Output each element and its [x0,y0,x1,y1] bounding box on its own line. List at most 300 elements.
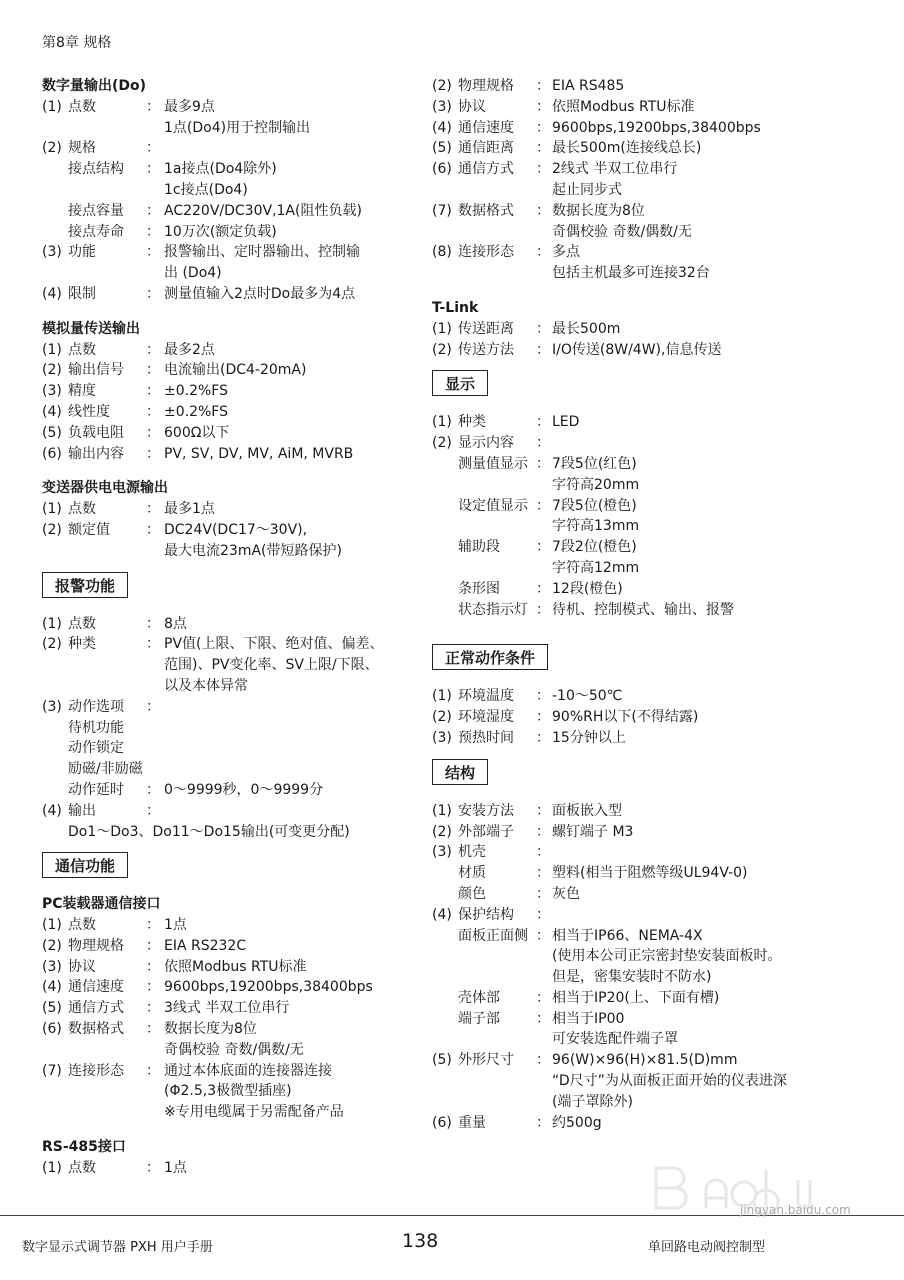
item-number: (5) [432,140,452,157]
boxed-title-text: 报警功能 [42,572,128,598]
item-value: 7段2位(橙色) [552,539,637,556]
item-number: (2) [432,78,452,94]
item-number: (6) [42,1021,62,1038]
colon: ： [536,98,550,115]
spec-subitem [42,718,412,739]
spec-subitem [42,159,412,180]
item-label: 物理规格 [68,937,124,954]
colon: ： [146,362,160,379]
item-label: 通信速度 [68,979,124,996]
colon: ： [536,161,550,178]
item-value: 12段(橙色) [552,580,623,597]
spacer [42,1123,412,1137]
colon: ： [146,521,160,538]
colon: ： [536,802,550,819]
item-number: (1) [42,917,62,934]
colon: ： [146,140,160,157]
spec-subitem [42,201,412,222]
spec-item [42,520,412,541]
item-label: 负载电阻 [68,424,124,441]
item-number: (2) [432,823,452,840]
spec-continuation [432,222,872,243]
colon: ： [536,688,550,705]
item-value: LED [552,414,580,431]
item-number: (1) [432,320,452,337]
spec-continuation [42,1081,412,1102]
spec-subitem [432,988,872,1009]
item-number: (4) [42,403,62,420]
item-label: 点数 [68,615,96,632]
item-number: (1) [42,98,62,115]
spec-item [42,242,412,263]
item-label: 通信方式 [458,161,514,178]
item-value: DC24V(DC17～30V), [164,521,308,538]
boxed-section-title [432,644,872,672]
boxed-section-title [42,852,412,880]
spec-subitem [432,600,872,621]
spec-subitem [432,1009,872,1030]
spacer [432,360,872,368]
spacer [42,842,412,850]
item-label: 连接形态 [68,1062,124,1079]
spec-continuation [432,558,872,579]
item-value: 灰色 [552,885,580,902]
continuation-value: 但是，密集安装时不防水) [552,969,712,986]
spec-continuation [42,118,412,139]
colon: ： [146,802,160,819]
item-value: 相当于IP20(上、下面有槽) [552,989,720,1006]
subitem-label: 励磁/非励磁 [68,761,143,778]
spec-item [42,360,412,381]
colon: ： [536,580,550,597]
spec-item [432,822,872,843]
boxed-title-text: 通信功能 [42,852,128,878]
continuation-value: 出 (Do4) [164,265,222,282]
item-label: 保护结构 [458,906,514,923]
spec-item [432,707,872,728]
left-column [42,76,412,1179]
spec-item [42,340,412,361]
item-label: 点数 [68,917,96,934]
spec-item [42,614,412,635]
colon: ： [536,865,550,882]
spec-item [432,433,872,454]
item-label: 通信距离 [458,140,514,157]
continuation-value: (使用本公司正宗密封垫安装面板时。 [552,948,782,965]
item-number: (6) [42,445,62,462]
item-number: (7) [432,202,452,219]
boxed-section-title [432,759,872,787]
boxed-section-title [432,370,872,398]
item-value: 0～9999秒，0～9999分 [164,781,324,798]
colon: ： [536,823,550,840]
item-label: 输出内容 [68,445,124,462]
item-value: 报警输出、定时器输出、控制输 [164,244,360,261]
subitem-label: 辅助段 [458,539,500,556]
item-number: (2) [42,937,62,954]
continuation-value: 以及本体异常 [164,677,248,694]
spec-item [432,138,872,159]
item-value: 待机、控制模式、输出、报警 [552,601,734,618]
colon: ： [536,497,550,514]
item-value: 数据长度为8位 [552,202,645,219]
item-value: 约500g [552,1114,602,1131]
subitem-label: 端子部 [458,1010,500,1027]
subitem-label: 材质 [458,865,486,882]
item-label: 环境湿度 [458,709,514,726]
colon: ： [536,885,550,902]
item-label: 输出 [68,802,96,819]
spec-continuation [432,1071,872,1092]
item-label: 种类 [458,414,486,431]
boxed-section-title [42,572,412,600]
continuation-value: (Φ2.5,3极微型插座) [164,1083,292,1100]
colon: ： [146,202,160,219]
spec-item [42,444,412,465]
item-label: 输出信号 [68,362,124,379]
spacer [432,620,872,634]
item-number: (1) [432,414,452,431]
item-value: 依照Modbus RTU标准 [164,958,307,975]
subitem-label: 颜色 [458,885,486,902]
item-value: 3线式 半双工位串行 [164,1000,290,1017]
spec-item [42,634,412,655]
item-number: (1) [432,688,452,705]
item-value: PV, SV, DV, MV, AiM, MVRB [164,445,354,462]
item-label: 协议 [68,958,96,975]
spec-item [432,1113,872,1134]
spec-item [432,1050,872,1071]
colon: ： [536,729,550,746]
continuation-value: 起止同步式 [552,181,622,198]
spec-continuation [42,1102,412,1123]
item-value: 最长500m [552,320,621,337]
spec-item [42,957,412,978]
item-label: 通信速度 [458,119,514,136]
colon: ： [536,341,550,358]
item-label: 点数 [68,341,96,358]
item-label: 点数 [68,501,96,518]
item-value: 7段5位(红色) [552,455,637,472]
item-label: 显示内容 [458,435,514,452]
item-label: 机壳 [458,844,486,861]
item-label: 点数 [68,1159,96,1176]
subitem-label: 接点结构 [68,161,124,178]
item-number: (2) [42,636,62,653]
item-number: (2) [432,435,452,452]
spec-item [432,801,872,822]
item-value: 8点 [164,615,187,632]
section-heading: 变送器供电电源输出 [42,480,168,497]
colon: ： [536,906,550,923]
spacer [42,464,412,478]
section-heading: RS-485接口 [42,1139,126,1156]
item-label: 协议 [458,98,486,115]
item-number: (4) [42,285,62,302]
spec-continuation [432,263,872,284]
item-number: (5) [42,1000,62,1017]
item-value: 最长500m(连接线总长) [552,140,702,157]
item-number: (2) [432,709,452,726]
spec-subitem [432,863,872,884]
spec-subitem [432,884,872,905]
item-label: 额定值 [68,521,110,538]
continuation-value: 可安装选配件端子罩 [552,1031,678,1048]
watermark-url: jingyan.baidu.com [740,1203,851,1217]
colon: ： [536,455,550,472]
colon: ： [536,78,550,94]
spec-item [42,499,412,520]
spec-item [42,1158,412,1179]
colon: ： [146,161,160,178]
spec-continuation [432,1029,872,1050]
spec-item [42,402,412,423]
colon: ： [536,435,550,452]
colon: ： [536,119,550,136]
spec-item [42,138,412,159]
spec-item [42,423,412,444]
continuation-value: 1c接点(Do4) [164,181,248,198]
footer-manual-title: 数字显示式调节器 PXH 用户手册 [22,1240,213,1255]
spec-item [432,76,872,97]
spec-continuation [42,676,412,697]
item-number: (1) [42,615,62,632]
item-value: 电流输出(DC4-20mA) [164,362,307,379]
item-value: 依照Modbus RTU标准 [552,98,695,115]
spec-item [42,1019,412,1040]
boxed-title-text: 显示 [432,370,488,396]
item-value: 9600bps,19200bps,38400bps [164,979,373,996]
item-value: 数据长度为8位 [164,1021,257,1038]
subitem-label: 设定值显示 [458,497,528,514]
colon: ： [146,223,160,240]
colon: ： [146,445,160,462]
spec-item [42,998,412,1019]
item-value: 1点 [164,1159,187,1176]
colon: ： [146,1021,160,1038]
item-value: 10万次(额定负载) [164,223,277,240]
spec-continuation [42,1040,412,1061]
item-number: (2) [432,341,452,358]
item-label: 数据格式 [458,202,514,219]
spec-continuation [42,263,412,284]
colon: ： [536,709,550,726]
item-number: (4) [432,906,452,923]
item-number: (3) [432,729,452,746]
item-label: 功能 [68,244,96,261]
subitem-label: 动作锁定 [68,740,124,757]
colon: ： [536,320,550,337]
spec-item [432,319,872,340]
colon: ： [146,501,160,518]
item-number: (5) [42,424,62,441]
spec-item [432,201,872,222]
colon: ： [146,615,160,632]
item-value: 1点 [164,917,187,934]
item-value: 96(W)×96(H)×81.5(D)mm [552,1052,738,1069]
item-label: 通信方式 [68,1000,124,1017]
item-label: 限制 [68,285,96,302]
colon: ： [146,698,160,715]
spec-subitem [42,780,412,801]
spec-continuation [42,822,412,843]
continuation-value: 字符高12mm [552,559,640,576]
colon: ： [146,244,160,261]
item-number: (3) [42,383,62,400]
item-value: 2线式 半双工位串行 [552,161,678,178]
item-label: 种类 [68,636,96,653]
spec-continuation [432,180,872,201]
spec-subitem [42,759,412,780]
item-value: 相当于IP66、NEMA-4X [552,927,703,944]
subitem-label: 动作延时 [68,781,124,798]
spec-item [42,381,412,402]
spec-item [432,728,872,749]
colon: ： [146,285,160,302]
item-label: 安装方法 [458,802,514,819]
colon: ： [146,424,160,441]
subitem-label: 待机功能 [68,719,124,736]
continuation-value: ※专用电缆属于另需配备产品 [164,1104,344,1121]
item-label: 传送距离 [458,320,514,337]
item-label: 线性度 [68,403,110,420]
item-number: (6) [432,161,452,178]
spec-item [432,340,872,361]
item-value: 9600bps,19200bps,38400bps [552,119,761,136]
item-value: AC220V/DC30V,1A(阻性负载) [164,202,362,219]
colon: ： [146,937,160,954]
colon: ： [146,979,160,996]
item-number: (7) [42,1062,62,1079]
spec-item [42,915,412,936]
colon: ： [536,1114,550,1131]
item-number: (3) [42,698,62,715]
spec-item [432,686,872,707]
section-heading: T-Link [432,299,479,316]
item-number: (2) [42,521,62,538]
spec-subitem [432,537,872,558]
item-number: (3) [42,244,62,261]
colon: ： [146,1062,160,1079]
item-number: (3) [432,98,452,115]
right-column [432,76,872,1133]
section-heading: 模拟量传送输出 [42,320,140,337]
colon: ： [146,636,160,653]
item-value: 多点 [552,244,580,261]
continuation-value: (端子罩除外) [552,1093,633,1110]
spacer [432,284,872,298]
colon: ： [146,917,160,934]
item-value: Do1～Do3、Do11～Do15输出(可变更分配) [68,823,350,840]
item-number: (5) [432,1052,452,1069]
item-label: 环境温度 [458,688,514,705]
item-number: (1) [432,802,452,819]
spec-subitem [42,738,412,759]
continuation-value: 字符高13mm [552,518,640,535]
spec-item [42,97,412,118]
spec-item [432,242,872,263]
spec-item [432,159,872,180]
spec-subitem [432,454,872,475]
spec-continuation [432,946,872,967]
item-value: 600Ω以下 [164,424,230,441]
item-label: 外部端子 [458,823,514,840]
colon: ： [536,989,550,1006]
item-number: (1) [42,1159,62,1176]
colon: ： [536,140,550,157]
colon: ： [146,403,160,420]
page-number: 138 [402,1230,439,1252]
item-label: 预热时间 [458,729,514,746]
subitem-label: 面板正面侧 [458,927,528,944]
spec-continuation [42,541,412,562]
colon: ： [146,958,160,975]
item-number: (3) [432,844,452,861]
item-value: 面板嵌入型 [552,802,622,819]
item-number: (1) [42,501,62,518]
colon: ： [146,383,160,400]
colon: ： [536,539,550,556]
spec-item [42,1061,412,1082]
continuation-value: 字符高20mm [552,476,640,493]
colon: ： [536,601,550,618]
item-value: 塑料(相当于阻燃等级UL94V-0) [552,865,748,882]
continuation-value: 包括主机最多可连接32台 [552,265,710,282]
item-value: EIA RS485 [552,78,625,94]
spec-continuation [432,1092,872,1113]
spec-item [42,697,412,718]
spec-item [42,801,412,822]
spec-item [42,936,412,957]
item-value: 最多2点 [164,341,215,358]
colon: ： [536,1010,550,1027]
item-value: ±0.2%FS [164,383,228,400]
spec-item [432,97,872,118]
boxed-title-text: 结构 [432,759,488,785]
continuation-value: 1点(Do4)用于控制输出 [164,119,311,136]
colon: ： [536,927,550,944]
spec-item [432,118,872,139]
continuation-value: “D尺寸”为从面板正面开始的仪表进深 [552,1073,787,1090]
subitem-label: 接点寿命 [68,223,124,240]
item-value: -10～50℃ [552,688,623,705]
item-number: (3) [42,958,62,975]
spec-item [432,412,872,433]
item-value: 最多9点 [164,98,215,115]
spacer [432,749,872,757]
spec-subitem [42,222,412,243]
item-number: (1) [42,341,62,358]
item-value: ±0.2%FS [164,403,228,420]
item-number: (4) [432,119,452,136]
spec-item [42,284,412,305]
spacer [432,634,872,642]
item-value: EIA RS232C [164,937,247,954]
item-value: PV值(上限、下限、绝对值、偏差、 [164,636,384,653]
item-value: 90%RH以下(不得结露) [552,709,699,726]
colon: ： [146,341,160,358]
continuation-value: 最大电流23mA(带短路保护) [164,542,342,559]
spec-subitem [432,926,872,947]
subitem-label: 状态指示灯 [458,601,528,618]
colon: ： [146,1000,160,1017]
item-value: 螺钉端子 M3 [552,823,634,840]
spec-subitem [432,496,872,517]
item-value: 15分钟以上 [552,729,626,746]
item-number: (4) [42,802,62,819]
spec-continuation [42,655,412,676]
item-value: 测量值输入2点时Do最多为4点 [164,285,356,302]
